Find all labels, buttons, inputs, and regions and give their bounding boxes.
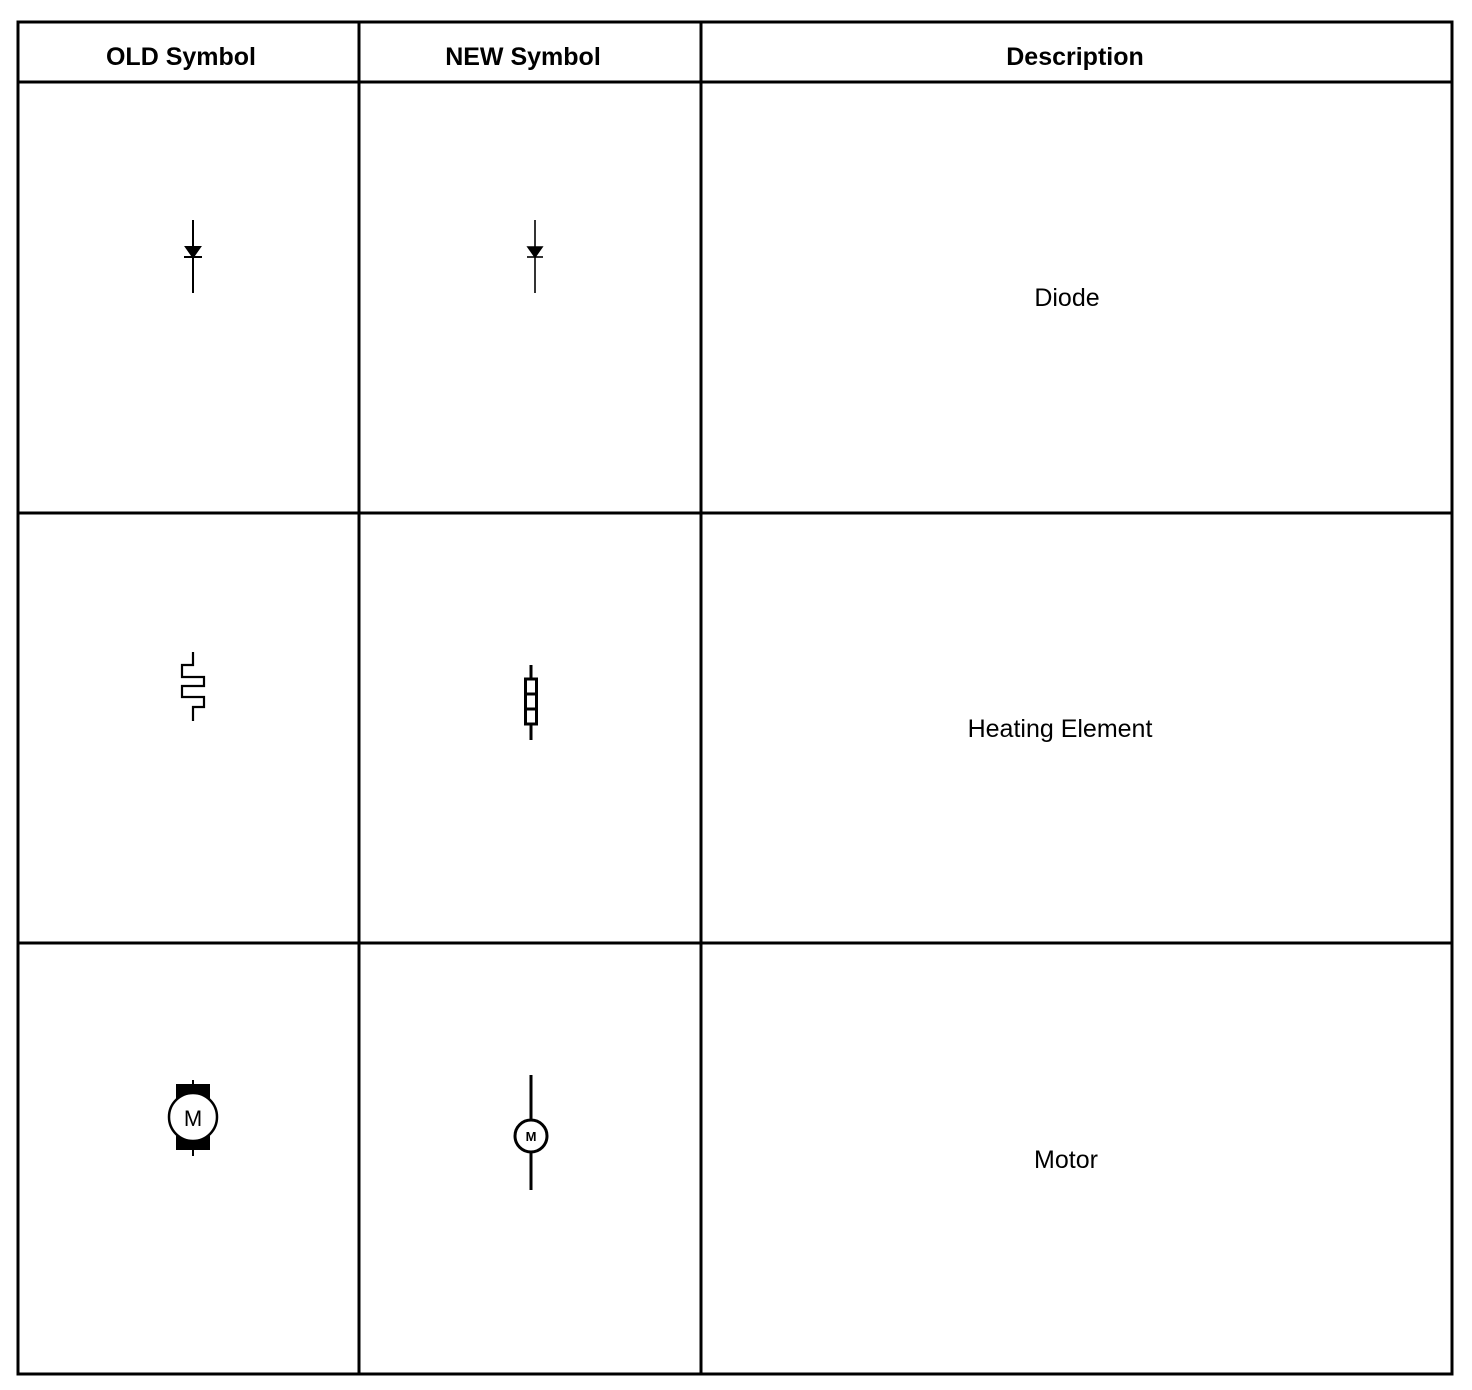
description-cell: Diode <box>1034 284 1100 312</box>
description-cell: Heating Element <box>967 715 1153 743</box>
description-cell: Motor <box>1034 1146 1098 1174</box>
old-motor-label: M <box>183 1106 203 1131</box>
header-new-symbol: NEW Symbol <box>445 43 601 71</box>
new-motor-label: M <box>525 1129 537 1144</box>
header-description: Description <box>1006 43 1144 71</box>
header-old-symbol: OLD Symbol <box>105 43 257 71</box>
old-motor-icon <box>169 1080 217 1156</box>
